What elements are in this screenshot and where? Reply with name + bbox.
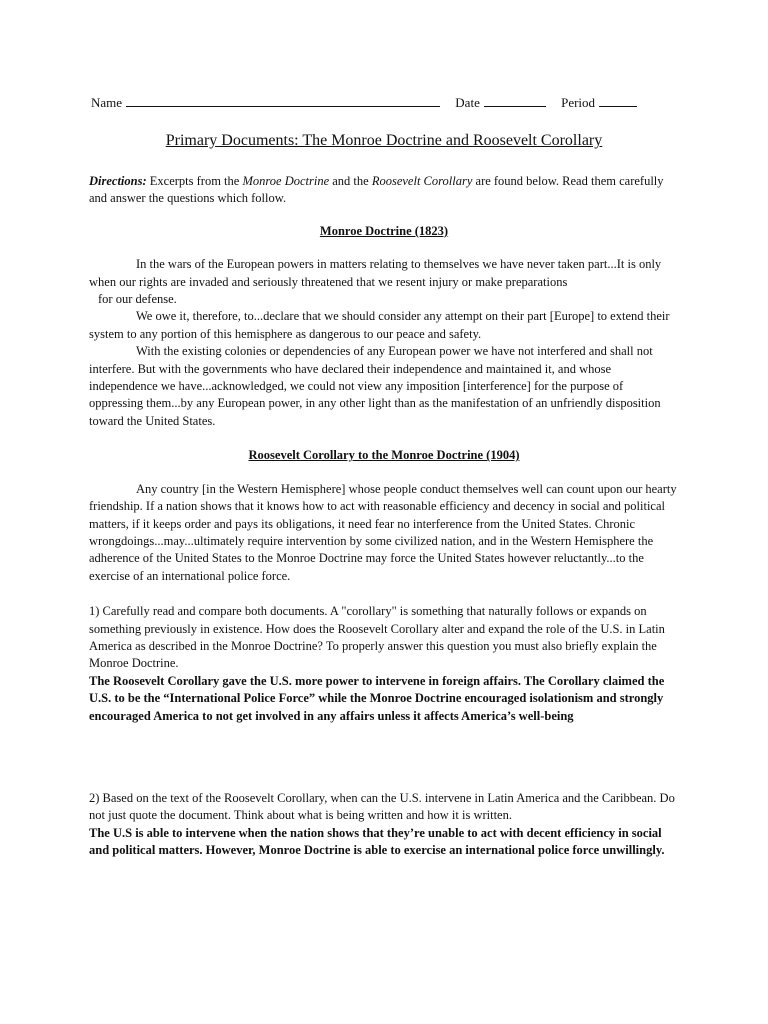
directions (89, 173, 679, 208)
date-blank[interactable] (484, 94, 546, 107)
roosevelt-heading: Roosevelt Corollary to the Monroe Doctrine (1904) (248, 448, 520, 463)
date-label: Date (455, 95, 480, 110)
monroe-paragraph-2: We owe it, therefore, to...declare that we should consider any attempt on their part [Europe] to extend their system to any portion of this hemisphere as dangerous to our peace and safety. (89, 309, 670, 341)
monroe-paragraph-3: With the existing colonies or dependencies of any European power we have not interfered and shall not interfere. But with the governments who have declared their independence and maintained it, and whose independence we have...acknowledged, we could not view any imposition [interference] for the purpose of oppressing them...by any European power, in any other light than as the manifestation of an unfriendly disposition toward the United States. (89, 344, 661, 428)
roosevelt-excerpt (89, 481, 679, 585)
monroe-heading: Monroe Doctrine (1823) (319, 223, 449, 238)
question-1-prompt: 1) Carefully read and compare both documents. A "corollary" is something that naturally follows or expands on something previously in existence. How does the Roosevelt Corollary alter and expand the role of the U.S. in Latin America as described in the Monroe Doctrine? To properly answer this question you must also briefly explain the Monroe Doctrine. (89, 604, 665, 671)
directions-text-1: Excerpts from the (146, 174, 243, 188)
question-2-answer[interactable]: The U.S is able to intervene when the nation shows that they’re unable to act with decent efficiency in social and political matters. However, Monroe Doctrine is able to exercise an international police force unwillingly. (89, 825, 665, 858)
document-body (89, 173, 679, 860)
directions-doc-1: Monroe Doctrine (242, 174, 330, 188)
monroe-excerpt (89, 256, 679, 430)
question-1-answer[interactable]: The Roosevelt Corollary gave the U.S. more power to intervene in foreign affairs. The Corollary claimed the U.S. to be the “International Police Force” while the Monroe Doctrine encouraged isolationism and strongly encouraged America to not get involved in any affairs unless it affects America’s well-being (89, 673, 665, 723)
directions-doc-2: Roosevelt Corollary (371, 174, 473, 188)
monroe-paragraph-1: In the wars of the European powers in matters relating to themselves we have never taken part...It is only when our rights are invaded and seriously threatened that we resent injury or make preparations (89, 257, 662, 289)
directions-text-2: and the (329, 174, 372, 188)
name-blank[interactable] (126, 94, 440, 107)
directions-lead: Directions: (89, 174, 147, 188)
name-label: Name (91, 95, 123, 110)
period-label: Period (561, 95, 596, 110)
question-2-prompt: 2) Based on the text of the Roosevelt Corollary, when can the U.S. intervene in Latin America and the Caribbean. Do not just quote the document. Think about what is being written and how it is written. (89, 790, 675, 823)
monroe-paragraph-1-end: for our defense. (98, 292, 177, 307)
period-blank[interactable] (599, 94, 637, 107)
student-info-line (91, 94, 671, 111)
page-title: Primary Documents: The Monroe Doctrine and Roosevelt Corollary (165, 132, 603, 149)
directions-text-3: are found below. Read them carefully and answer the questions which follow. (89, 174, 664, 206)
roosevelt-paragraph-1: Any country [in the Western Hemisphere] whose people conduct themselves well can count upon our hearty friendship. If a nation shows that it knows how to act with reasonable efficiency and decency in social and political matters, if it keeps order and pays its obligations, it need fear no interference from the United States. Chronic wrongdoings...may...ultimately require intervention by some civilized nation, and in the Western Hemisphere the adherence of the United States to the Monroe Doctrine may force the United States however reluctantly...to the exercise of an international police force. (89, 481, 677, 583)
